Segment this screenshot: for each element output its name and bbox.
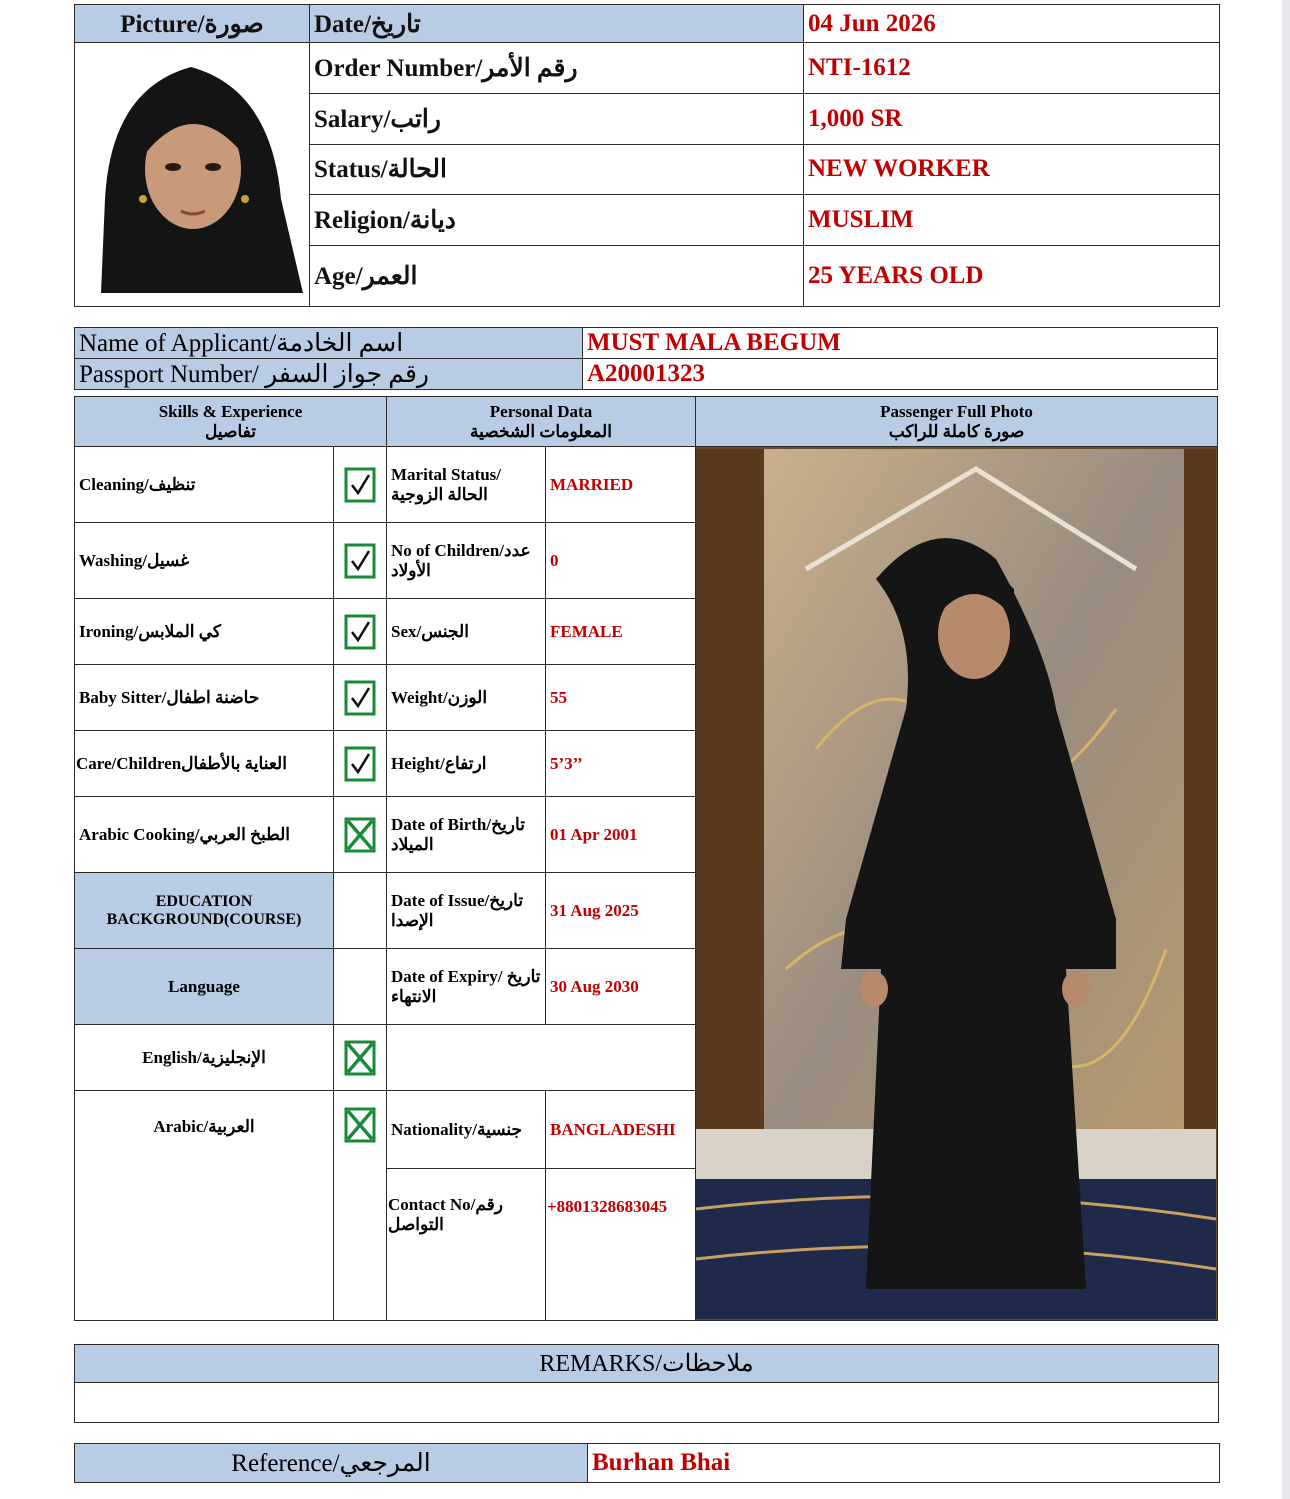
checkmark-icon (344, 465, 376, 505)
portrait-photo-cell (75, 43, 310, 307)
personal-value: 30 Aug 2030 (546, 949, 696, 1025)
personal-value: MARRIED (546, 447, 696, 523)
picture-label: Picture/صورة (75, 5, 310, 43)
reference-value: Burhan Bhai (588, 1444, 1220, 1483)
personal-value: FEMALE (546, 599, 696, 665)
personal-label: Weight/الوزن (387, 665, 546, 731)
status-label: Status/الحالة (310, 144, 804, 195)
skill-label: Washing/غسيل (75, 523, 334, 599)
remarks-label: REMARKS/ملاحظات (75, 1345, 1219, 1383)
language-item: English/الإنجليزية (75, 1025, 334, 1091)
skill-mark (334, 599, 387, 665)
full-body-photo (696, 449, 1216, 1319)
skill-mark (334, 731, 387, 797)
passport-label: Passport Number/ رقم جواز السفر (75, 359, 583, 390)
skill-label: Care/Childrenالعناية بالأطفال (75, 731, 334, 797)
applicant-table (74, 327, 1218, 390)
skill-label: Ironing/كي الملابس (75, 599, 334, 665)
skills-header-ar: تفاصيل (205, 421, 256, 441)
personal-label: Date of Birth/تاريخ الميلاد (387, 797, 546, 873)
cross-box-icon (344, 815, 376, 855)
personal-header-en: Personal Data (489, 401, 593, 421)
personal-label: Sex/الجنس (387, 599, 546, 665)
page-edge-shadow (1282, 0, 1290, 1499)
checkmark-icon (344, 612, 376, 652)
date-value: 04 Jun 2026 (804, 5, 1220, 43)
language-mark (334, 1025, 387, 1091)
cross-box-icon (344, 1038, 376, 1078)
personal-header (387, 397, 696, 447)
age-value: 25 YEARS OLD (804, 246, 1220, 307)
full-photo-cell (696, 447, 1218, 1321)
passport-value: A20001323 (583, 359, 1218, 390)
checkmark-icon (344, 541, 376, 581)
status-value: NEW WORKER (804, 144, 1220, 195)
personal-value: BANGLADESHI (546, 1091, 696, 1169)
photo-header-en: Passenger Full Photo (880, 401, 1033, 421)
order-label: Order Number/رقم الأمر (310, 43, 804, 94)
skill-label: Arabic Cooking/الطبخ العربي (75, 797, 334, 873)
personal-label: Contact No/رقم التواصل (387, 1169, 546, 1321)
cross-box-icon (344, 1105, 376, 1145)
details-table (74, 396, 1218, 1321)
education-label: EDUCATION BACKGROUND(COURSE) (75, 873, 334, 949)
skill-label: Cleaning/تنظيف (75, 447, 334, 523)
personal-header-ar: المعلومات الشخصية (470, 421, 612, 441)
reference-table (74, 1443, 1220, 1483)
personal-label: Nationality/جنسية (387, 1091, 546, 1169)
portrait-photo (81, 49, 303, 293)
religion-label: Religion/ديانة (310, 195, 804, 246)
personal-value: +8801328683045 (546, 1169, 696, 1321)
skill-mark (334, 797, 387, 873)
checkmark-icon (344, 678, 376, 718)
name-value: MUST MALA BEGUM (583, 328, 1218, 359)
personal-value: 55 (546, 665, 696, 731)
personal-value: 31 Aug 2025 (546, 873, 696, 949)
personal-label: No of Children/عدد الأولاد (387, 523, 546, 599)
date-label: Date/تاريخ (310, 5, 804, 43)
name-label: Name of Applicant/اسم الخادمة (75, 328, 583, 359)
personal-value: 01 Apr 2001 (546, 797, 696, 873)
language-mark (334, 949, 387, 1025)
header-table (74, 4, 1220, 307)
salary-label: Salary/راتب (310, 93, 804, 144)
language-item: Arabic/العربية (75, 1091, 334, 1321)
checkmark-icon (344, 744, 376, 784)
remarks-content[interactable] (75, 1383, 1219, 1423)
personal-label: Height/ارتفاع (387, 731, 546, 797)
personal-label: Marital Status/ الحالة الزوجية (387, 447, 546, 523)
skill-mark (334, 665, 387, 731)
empty-cell (387, 1025, 696, 1091)
language-label: Language (75, 949, 334, 1025)
education-mark (334, 873, 387, 949)
skill-mark (334, 523, 387, 599)
remarks-table (74, 1344, 1219, 1423)
photo-header (696, 397, 1218, 447)
photo-header-ar: صورة كاملة للراكب (888, 421, 1025, 441)
reference-label: Reference/المرجعي (75, 1444, 588, 1483)
age-label: Age/العمر (310, 246, 804, 307)
skills-header (75, 397, 387, 447)
skills-header-en: Skills & Experience (158, 401, 303, 421)
personal-label: Date of Issue/تاريخ الإصدا (387, 873, 546, 949)
religion-value: MUSLIM (804, 195, 1220, 246)
salary-value: 1,000 SR (804, 93, 1220, 144)
personal-value: 0 (546, 523, 696, 599)
language-mark (334, 1091, 387, 1321)
personal-label: Date of Expiry/ تاريخ الانتهاء (387, 949, 546, 1025)
skill-label: Baby Sitter/حاضنة اطفال (75, 665, 334, 731)
personal-value: 5’3’’ (546, 731, 696, 797)
skill-mark (334, 447, 387, 523)
order-value: NTI-1612 (804, 43, 1220, 94)
